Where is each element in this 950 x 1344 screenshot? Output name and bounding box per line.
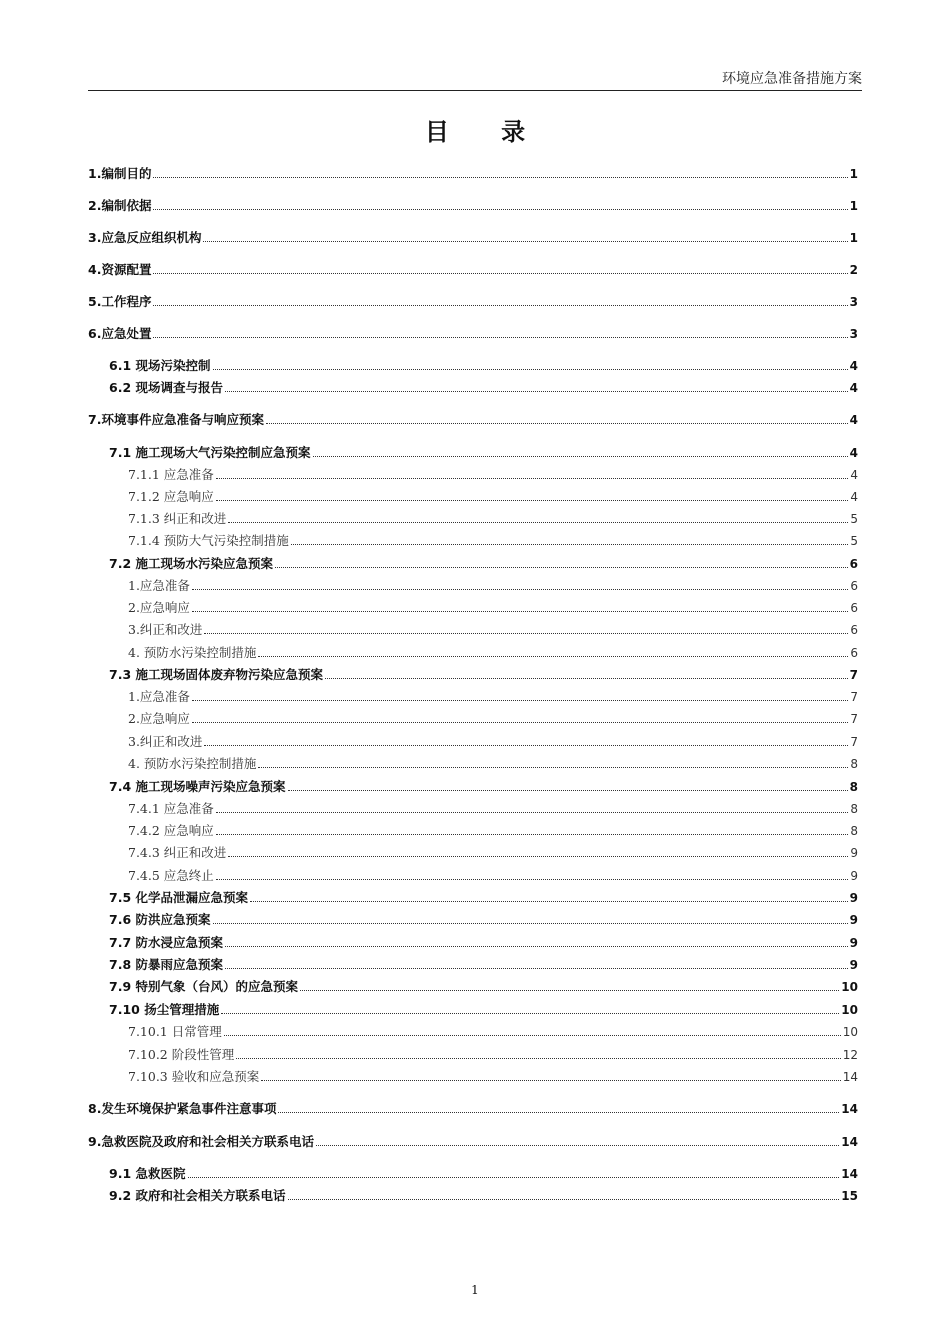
toc-dot-leader — [258, 656, 848, 657]
toc-dot-leader — [266, 423, 848, 424]
toc-entry-label: 1.应急准备 — [128, 578, 190, 593]
toc-dot-leader — [288, 790, 848, 791]
toc-entry-page: 15 — [841, 1189, 858, 1203]
toc-entry[interactable] — [109, 1166, 858, 1182]
toc-entry-page: 6 — [850, 601, 858, 615]
toc-entry[interactable] — [88, 166, 858, 182]
toc-entry-page: 8 — [850, 757, 858, 771]
toc-entry[interactable] — [128, 756, 858, 772]
toc-entry[interactable] — [128, 511, 858, 527]
toc-dot-leader — [300, 990, 839, 991]
toc-dot-leader — [192, 611, 848, 612]
toc-dot-leader — [216, 834, 849, 835]
document-header-title: 环境应急准备措施方案 — [722, 71, 862, 87]
toc-entry[interactable] — [128, 578, 858, 594]
toc-entry-page: 4 — [849, 413, 858, 427]
toc-dot-leader — [192, 700, 848, 701]
toc-entry-page: 3 — [849, 295, 858, 309]
toc-dot-leader — [228, 856, 848, 857]
toc-entry[interactable] — [109, 912, 858, 928]
toc-entry-label: 4. 预防水污染控制措施 — [128, 756, 257, 771]
toc-entry[interactable] — [128, 600, 858, 616]
toc-entry[interactable] — [128, 1047, 858, 1063]
toc-dot-leader — [192, 589, 848, 590]
toc-entry[interactable] — [109, 1188, 858, 1204]
toc-entry[interactable] — [128, 1069, 858, 1085]
toc-entry-page: 7 — [850, 712, 858, 726]
toc-entry-label: 2.编制依据 — [88, 198, 152, 213]
toc-dot-leader — [213, 923, 848, 924]
toc-entry-page: 14 — [841, 1167, 858, 1181]
toc-dot-leader — [291, 544, 849, 545]
toc-entry-label: 7.1.2 应急响应 — [128, 489, 214, 504]
toc-entry-page: 1 — [849, 167, 858, 181]
toc-dot-leader — [153, 305, 847, 306]
toc-dot-leader — [313, 456, 848, 457]
toc-entry-label: 9.1 急救医院 — [109, 1166, 186, 1181]
toc-entry[interactable] — [88, 412, 858, 428]
toc-entry-page: 6 — [850, 646, 858, 660]
toc-entry-label: 7.7 防水浸应急预案 — [109, 935, 223, 950]
footer-page-number: 1 — [471, 1283, 479, 1297]
toc-entry[interactable] — [109, 358, 858, 374]
toc-dot-leader — [224, 1035, 841, 1036]
toc-entry-page: 14 — [841, 1135, 858, 1149]
toc-entry-page: 4 — [849, 446, 858, 460]
toc-entry-page: 14 — [841, 1102, 858, 1116]
toc-entry-label: 6.2 现场调查与报告 — [109, 380, 223, 395]
toc-entry-page: 1 — [849, 231, 858, 245]
toc-entry[interactable] — [109, 957, 858, 973]
toc-entry[interactable] — [128, 868, 858, 884]
toc-entry-label: 9.急救医院及政府和社会相关方联系电话 — [88, 1134, 314, 1149]
toc-dot-leader — [325, 678, 848, 679]
toc-dot-leader — [228, 522, 848, 523]
toc-entry[interactable] — [88, 198, 858, 214]
toc-entry[interactable] — [88, 326, 858, 342]
toc-dot-leader — [216, 500, 849, 501]
toc-entry[interactable] — [128, 533, 858, 549]
toc-entry-label: 7.环境事件应急准备与响应预案 — [88, 412, 264, 427]
toc-entry-label: 7.1.4 预防大气污染控制措施 — [128, 533, 289, 548]
toc-entry[interactable] — [88, 1134, 858, 1150]
toc-entry[interactable] — [88, 262, 858, 278]
toc-dot-leader — [153, 177, 847, 178]
toc-dot-leader — [275, 567, 848, 568]
toc-entry[interactable] — [109, 935, 858, 951]
toc-entry-page: 7 — [850, 735, 858, 749]
toc-entry-label: 7.1 施工现场大气污染控制应急预案 — [109, 445, 311, 460]
toc-entry-page: 6 — [849, 557, 858, 571]
toc-entry-page: 7 — [850, 690, 858, 704]
toc-entry-label: 7.10.1 日常管理 — [128, 1024, 222, 1039]
toc-entry-label: 7.5 化学品泄漏应急预案 — [109, 890, 248, 905]
toc-entry-label: 7.10.3 验收和应急预案 — [128, 1069, 260, 1084]
toc-entry-page: 2 — [849, 263, 858, 277]
toc-entry-label: 3.应急反应组织机构 — [88, 230, 202, 245]
toc-dot-leader — [316, 1145, 839, 1146]
toc-entry-page: 8 — [850, 802, 858, 816]
toc-entry-label: 7.4.5 应急终止 — [128, 868, 214, 883]
toc-entry-page: 3 — [849, 327, 858, 341]
toc-entry-page: 6 — [850, 623, 858, 637]
toc-entry[interactable] — [128, 645, 858, 661]
toc-entry-page: 9 — [849, 958, 858, 972]
toc-entry[interactable] — [109, 890, 858, 906]
toc-entry-page: 9 — [849, 936, 858, 950]
toc-dot-leader — [153, 209, 847, 210]
toc-entry-page: 1 — [849, 199, 858, 213]
toc-entry-page: 4 — [849, 381, 858, 395]
toc-entry-page: 9 — [850, 869, 858, 883]
toc-dot-leader — [216, 812, 849, 813]
toc-entry-page: 9 — [849, 891, 858, 905]
toc-entry[interactable] — [128, 823, 858, 839]
toc-dot-leader — [258, 767, 848, 768]
toc-entry[interactable] — [109, 380, 858, 396]
toc-dot-leader — [203, 241, 847, 242]
toc-entry-label: 7.1.3 纠正和改进 — [128, 511, 227, 526]
toc-entry-label: 7.3 施工现场固体废弃物污染应急预案 — [109, 667, 323, 682]
toc-entry-label: 7.4 施工现场噪声污染应急预案 — [109, 779, 286, 794]
toc-entry[interactable] — [128, 1024, 858, 1040]
toc-dot-leader — [188, 1177, 840, 1178]
toc-entry-page: 8 — [849, 780, 858, 794]
toc-entry-label: 6.1 现场污染控制 — [109, 358, 211, 373]
toc-entry-label: 3.纠正和改进 — [128, 734, 203, 749]
toc-dot-leader — [250, 901, 848, 902]
toc-dot-leader — [204, 745, 848, 746]
toc-entry-label: 7.8 防暴雨应急预案 — [109, 957, 223, 972]
toc-entry-label: 7.6 防洪应急预案 — [109, 912, 211, 927]
toc-entry-page: 9 — [849, 913, 858, 927]
toc-entry-page: 5 — [850, 512, 858, 526]
toc-entry-page: 4 — [850, 490, 858, 504]
toc-dot-leader — [213, 369, 848, 370]
toc-dot-leader — [221, 1013, 839, 1014]
toc-dot-leader — [225, 391, 848, 392]
toc-entry-label: 6.应急处置 — [88, 326, 152, 341]
toc-entry[interactable] — [128, 467, 858, 483]
toc-entry-page: 12 — [842, 1048, 858, 1062]
toc-entry[interactable] — [128, 845, 858, 861]
toc-entry-label: 1.应急准备 — [128, 689, 190, 704]
toc-entry[interactable] — [128, 734, 858, 750]
toc-dot-leader — [261, 1080, 840, 1081]
toc-entry-label: 7.10 扬尘管理措施 — [109, 1002, 220, 1017]
toc-entry[interactable] — [109, 979, 858, 995]
toc-entry-page: 7 — [849, 668, 858, 682]
toc-entry-label: 5.工作程序 — [88, 294, 152, 309]
toc-entry-page: 6 — [850, 579, 858, 593]
toc-entry-page: 8 — [850, 824, 858, 838]
toc-entry-label: 1.编制目的 — [88, 166, 152, 181]
toc-entry-label: 2.应急响应 — [128, 600, 190, 615]
toc-entry-page: 9 — [850, 846, 858, 860]
toc-entry-page: 5 — [850, 534, 858, 548]
toc-entry-label: 3.纠正和改进 — [128, 622, 203, 637]
toc-entry-page: 10 — [841, 980, 858, 994]
toc-entry-label: 9.2 政府和社会相关方联系电话 — [109, 1188, 286, 1203]
toc-dot-leader — [225, 968, 848, 969]
toc-entry-label: 2.应急响应 — [128, 711, 190, 726]
toc-entry[interactable] — [88, 1101, 858, 1117]
toc-entry[interactable] — [88, 294, 858, 310]
toc-entry[interactable] — [109, 779, 858, 795]
toc-entry-page: 10 — [841, 1003, 858, 1017]
toc-dot-leader — [153, 337, 847, 338]
toc-entry-label: 7.4.3 纠正和改进 — [128, 845, 227, 860]
toc-dot-leader — [216, 478, 849, 479]
toc-entry[interactable] — [128, 689, 858, 705]
toc-entry[interactable] — [109, 556, 858, 572]
toc-dot-leader — [216, 879, 849, 880]
toc-heading: 目 录 — [424, 117, 548, 146]
toc-entry[interactable] — [128, 711, 858, 727]
toc-entry-label: 7.10.2 阶段性管理 — [128, 1047, 235, 1062]
toc-entry-label: 7.2 施工现场水污染应急预案 — [109, 556, 273, 571]
toc-entry[interactable] — [128, 489, 858, 505]
toc-dot-leader — [278, 1112, 839, 1113]
toc-entry[interactable] — [109, 445, 858, 461]
toc-entry-page: 14 — [842, 1070, 858, 1084]
toc-entry[interactable] — [128, 622, 858, 638]
toc-entry-page: 4 — [850, 468, 858, 482]
toc-dot-leader — [225, 946, 848, 947]
toc-entry-label: 4. 预防水污染控制措施 — [128, 645, 257, 660]
toc-entry[interactable] — [109, 1002, 858, 1018]
toc-entry-page: 10 — [842, 1025, 858, 1039]
toc-dot-leader — [204, 633, 848, 634]
toc-dot-leader — [192, 722, 848, 723]
toc-entry-label: 7.4.1 应急准备 — [128, 801, 214, 816]
toc-dot-leader — [236, 1058, 840, 1059]
toc-entry-label: 7.4.2 应急响应 — [128, 823, 214, 838]
toc-entry-page: 4 — [849, 359, 858, 373]
toc-entry[interactable] — [88, 230, 858, 246]
toc-entry-label: 8.发生环境保护紧急事件注意事项 — [88, 1101, 277, 1116]
toc-entry[interactable] — [109, 667, 858, 683]
toc-entry-label: 7.9 特别气象（台风）的应急预案 — [109, 979, 298, 994]
toc-dot-leader — [288, 1199, 840, 1200]
toc-entry-label: 7.1.1 应急准备 — [128, 467, 214, 482]
toc-entry-label: 4.资源配置 — [88, 262, 152, 277]
toc-dot-leader — [153, 273, 847, 274]
toc-entry[interactable] — [128, 801, 858, 817]
